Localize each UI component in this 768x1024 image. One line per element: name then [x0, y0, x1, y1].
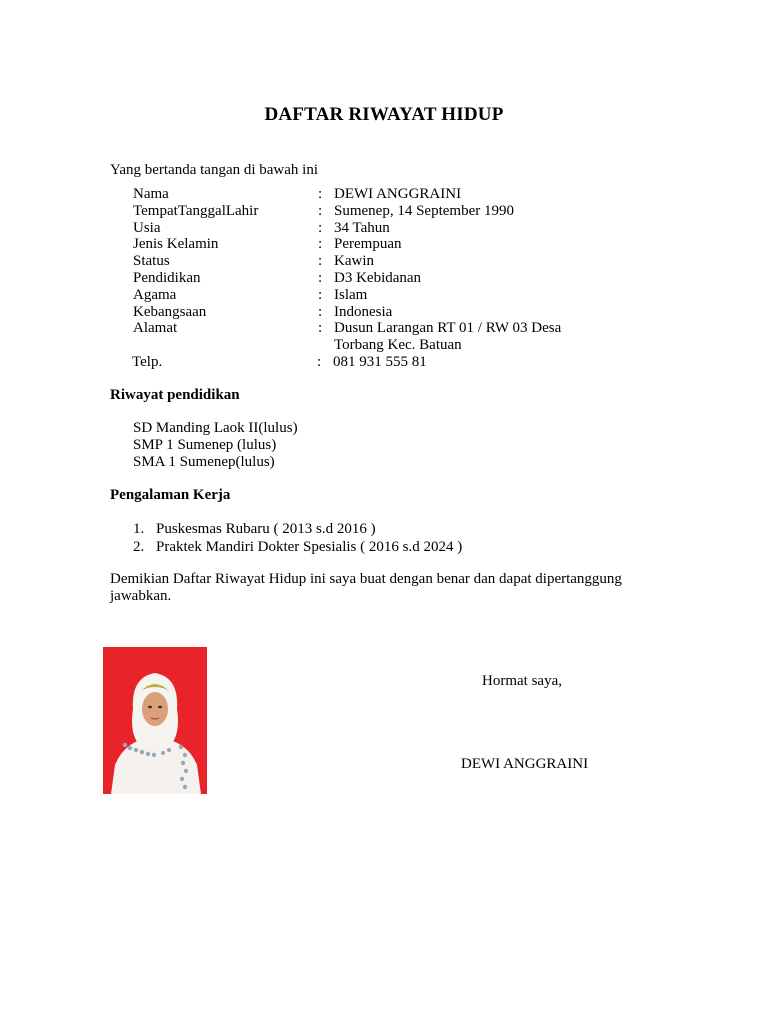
biodata-colon: : [318, 303, 323, 320]
biodata-row [133, 203, 613, 220]
education-heading: Riwayat pendidikan [110, 387, 240, 403]
document-title: DAFTAR RIWAYAT HIDUP [264, 104, 504, 125]
education-item: SMA 1 Sumenep(lulus) [133, 454, 275, 470]
biodata-row [133, 186, 613, 203]
biodata-value: 081 931 555 81 [333, 353, 427, 370]
biodata-label: Nama [133, 186, 169, 202]
biodata-value: Islam [334, 286, 368, 303]
biodata-row [133, 304, 613, 321]
biodata-label: Pendidikan [133, 269, 201, 286]
work-item-text: Puskesmas Rubaru ( 2013 s.d 2016 ) [156, 521, 376, 537]
work-item-number: 1. [133, 521, 145, 537]
education-item: SMP 1 Sumenep (lulus) [133, 437, 277, 453]
biodata-value: D3 Kebidanan [334, 269, 422, 286]
biodata-label: TempatTanggalLahir [133, 202, 259, 219]
face-shape [142, 692, 168, 726]
biodata-value: Kawin [334, 253, 374, 270]
education-item: SD Manding Laok II(lulus) [133, 420, 298, 436]
biodata-value: Indonesia [334, 303, 393, 320]
biodata-value: Perempuan [334, 236, 402, 253]
biodata-row [133, 270, 613, 287]
closing-statement: Demikian Daftar Riwayat Hidup ini saya buat dengan benar dan dapat dipertanggung jawabkan. [110, 571, 622, 604]
biodata-value: 34 Tahun [334, 219, 390, 236]
biodata-table [133, 186, 613, 371]
biodata-colon: : [318, 219, 323, 236]
regards-text: Hormat saya, [482, 673, 562, 689]
eye-left [148, 706, 152, 708]
education-list [133, 420, 298, 471]
biodata-colon: : [318, 269, 323, 286]
biodata-value: DEWI ANGGRAINI [334, 186, 462, 202]
intro-text: Yang bertanda tangan di bawah ini [110, 162, 319, 178]
biodata-row [133, 220, 613, 237]
biodata-row [132, 354, 613, 371]
biodata-colon: : [318, 186, 323, 202]
signer-name: DEWI ANGGRAINI [461, 756, 589, 772]
biodata-colon: : [318, 286, 323, 303]
biodata-label: Alamat [133, 320, 178, 337]
biodata-label: Kebangsaan [133, 303, 207, 320]
biodata-label: Usia [133, 219, 161, 236]
work-item-number: 2. [133, 539, 145, 555]
biodata-label: Jenis Kelamin [133, 236, 219, 253]
profile-photo [103, 647, 207, 794]
biodata-label: Agama [133, 286, 177, 303]
biodata-row [133, 253, 613, 270]
biodata-colon: : [318, 202, 323, 219]
portrait-image [103, 647, 207, 794]
biodata-value: Dusun Larangan RT 01 / RW 03 Desa Torbang Kec. Batuan [334, 320, 562, 354]
eye-right [158, 706, 162, 708]
biodata-row [133, 287, 613, 304]
biodata-value: Sumenep, 14 September 1990 [334, 202, 514, 219]
biodata-colon: : [318, 236, 323, 253]
biodata-colon: : [318, 320, 323, 337]
work-item [133, 538, 462, 556]
biodata-row [133, 236, 613, 253]
biodata-colon: : [317, 353, 322, 370]
biodata-label: Telp. [132, 353, 163, 370]
biodata-label: Status [133, 253, 170, 270]
work-item-text: Praktek Mandiri Dokter Spesialis ( 2016 s.d 2024 ) [156, 539, 463, 555]
biodata-row [133, 320, 613, 354]
work-heading: Pengalaman Kerja [110, 487, 231, 503]
biodata-colon: : [318, 253, 323, 270]
work-item [133, 520, 462, 538]
work-list [133, 520, 462, 556]
